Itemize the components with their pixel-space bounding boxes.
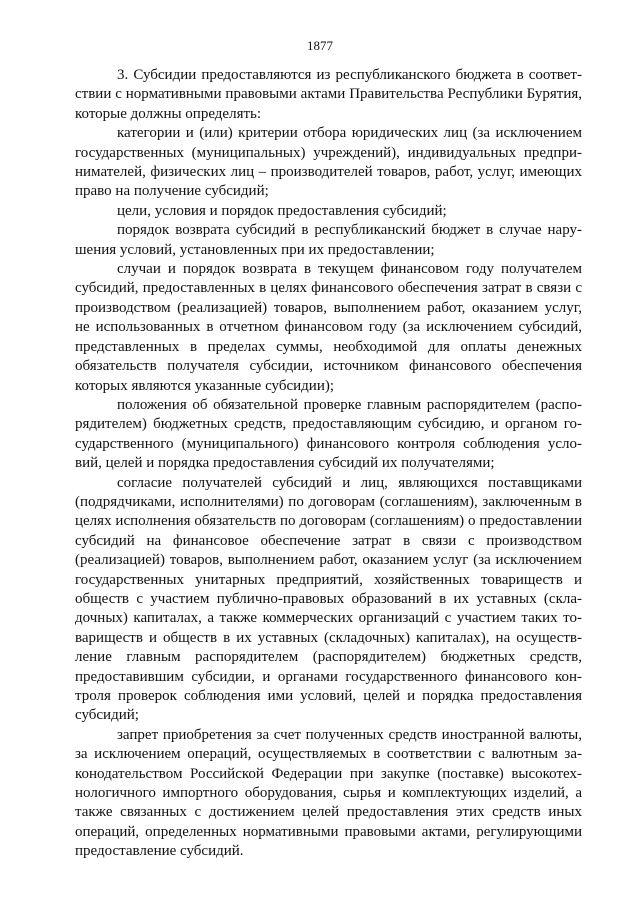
paragraph-return-procedure: порядок возврата субсидий в республиканский бюджет в случае нарушения условий, установленных при их предоставлении; [75, 222, 582, 258]
paragraph-mandatory-audit: положения об обязательной проверке главным распорядителем (распорядителем) бюджетных средств, предоставляющим субсидию, и органом государственного (муниципального) финансового контроля соблюдения условий, целей и порядка предоставления субсидий их получателями; [75, 396, 582, 472]
paragraph-item-3-intro: 3. Субсидии предоставляются из республиканского бюджета в соответствии с нормативными правовыми актами Правительства Республики Бурятия, которые должны определять: [75, 67, 582, 122]
paragraph-unused-subsidies-return: случаи и порядок возврата в текущем финансовом году получателем субсидий, предоставленных в целях финансового обеспечения затрат в связи с производством (реализацией) товаров, выполнением работ, оказанием услуг, не использованных в отчетном финансовом году (за исключением субсидий, представленных в пределах суммы, необходимой для оплаты денежных обязательств получателя субсидии, источником финансового обеспечения которых являются указанные субсидии); [75, 261, 582, 394]
body-text [75, 66, 582, 862]
paragraph-recipients-consent: согласие получателей субсидий и лиц, являющихся поставщиками (подрядчиками, исполнителями) по договорам (соглашениям), заключенным в целях исполнения обязательств по договорам (соглашениям) о предоставлении субсидий на финансовое обеспечение затрат в связи с производством (реализацией) товаров, выполнением работ, оказанием услуг (за исключением государственных унитарных предприятий, хозяйственных товариществ и обществ с участием публично-правовых образований в их уставных (складочных) капиталах, а также коммерческих организаций с участием таких товариществ и обществ в их уставных (складочных) капиталах), на осуществление главным распорядителем (распорядителем) бюджетных средств, предоставившим субсидии, и органами государственного финансового контроля проверок соблюдения ими условий, целей и порядка предоставления субсидий; [75, 474, 582, 724]
page-number: 1877 [307, 38, 333, 53]
paragraph-selection-criteria: категории и (или) критерии отбора юридических лиц (за исключением государственных (муниципальных) учреждений), индивидуальных предпринимателей, физических лиц – производителей товаров, работ, услуг, имеющих право на получение субсидий; [75, 125, 582, 200]
paragraph-currency-prohibition: запрет приобретения за счет полученных средств иностранной валюты, за исключением операций, осуществляемых в соответствии с валютным законодательством Российской Федерации при закупке (поставке) высокотехнологичного импортного оборудования, сырья и комплектующих изделий, а также связанных с достижением целей предоставления этих средств иных операций, определенных нормативными правовыми актами, регулирующими предоставление субсидий. [75, 726, 582, 860]
paragraph-goals-conditions: цели, условия и порядок предоставления субсидий; [117, 202, 447, 219]
